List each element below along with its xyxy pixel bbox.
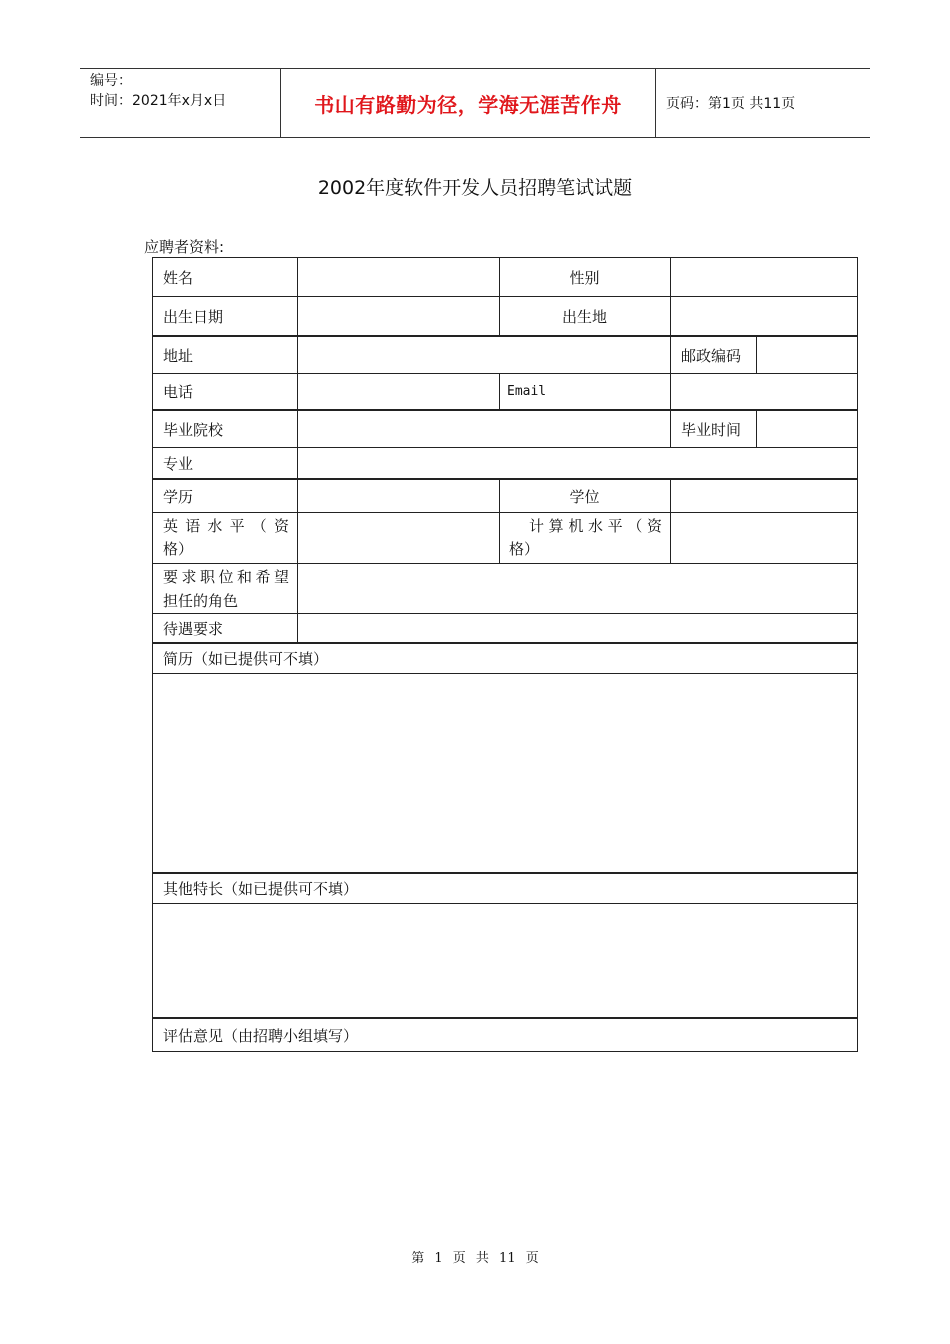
label-major: 专业 <box>163 454 194 473</box>
label-birth-place: 出生地 <box>561 307 607 326</box>
label-computer-line2: 格） <box>509 540 540 558</box>
label-computer-line1: 计算机水平（资 <box>529 517 662 535</box>
label-salary: 待遇要求 <box>163 619 224 638</box>
label-school: 毕业院校 <box>163 420 224 439</box>
grad-time-field[interactable] <box>757 411 857 447</box>
label-evaluation: 评估意见（由招聘小组填写） <box>163 1026 359 1045</box>
skills-area[interactable] <box>153 904 857 1017</box>
birth-date-field[interactable] <box>298 297 499 335</box>
header-motto: 书山有路勤为径，学海无涯苦作舟 <box>280 69 656 137</box>
school-field[interactable] <box>298 411 670 447</box>
education-field[interactable] <box>298 480 499 512</box>
label-position-line1: 要求职位和希望 <box>163 568 289 586</box>
gender-field[interactable] <box>671 258 857 296</box>
document-title: 2002年度软件开发人员招聘笔试试题 <box>317 177 633 199</box>
page-header <box>80 68 870 138</box>
position-field[interactable] <box>298 564 857 613</box>
address-field[interactable] <box>298 337 670 373</box>
label-position <box>153 564 297 613</box>
salary-field[interactable] <box>298 614 857 642</box>
label-position-line2: 担任的角色 <box>163 592 239 610</box>
label-name: 姓名 <box>163 268 194 287</box>
email-field[interactable] <box>671 374 857 409</box>
date-line: 时间：2021年x月x日 <box>90 93 227 109</box>
english-field[interactable] <box>298 513 499 563</box>
label-address: 地址 <box>163 346 194 365</box>
computer-field[interactable] <box>671 513 857 563</box>
major-field[interactable] <box>298 448 857 478</box>
label-gender: 性别 <box>569 268 600 287</box>
serial-label: 编号： <box>90 73 132 89</box>
label-postcode: 邮政编码 <box>681 346 742 365</box>
label-email: Email <box>507 384 547 399</box>
label-english-line1: 英语水平（资 <box>163 517 289 535</box>
header-meta <box>80 69 280 137</box>
label-grad-time: 毕业时间 <box>681 420 742 439</box>
label-skills: 其他特长（如已提供可不填） <box>163 880 359 898</box>
page-footer: 第 1 页 共 11 页 <box>411 1251 539 1266</box>
degree-field[interactable] <box>671 480 857 512</box>
applicant-form <box>152 257 858 1052</box>
label-english-line2: 格） <box>163 540 194 558</box>
label-computer <box>499 513 670 563</box>
name-field[interactable] <box>298 258 499 296</box>
header-page-info: 页码：第1页 共11页 <box>666 96 796 112</box>
label-degree: 学位 <box>569 487 600 506</box>
birth-place-field[interactable] <box>671 297 857 335</box>
phone-field[interactable] <box>298 374 499 409</box>
label-education: 学历 <box>163 487 194 506</box>
resume-area[interactable] <box>153 674 857 872</box>
postcode-field[interactable] <box>757 337 857 373</box>
section-label: 应聘者资料: <box>144 238 225 256</box>
label-birth-date: 出生日期 <box>163 307 224 326</box>
label-phone: 电话 <box>163 383 194 401</box>
label-english <box>153 513 297 563</box>
label-resume: 简历（如已提供可不填） <box>163 650 329 668</box>
